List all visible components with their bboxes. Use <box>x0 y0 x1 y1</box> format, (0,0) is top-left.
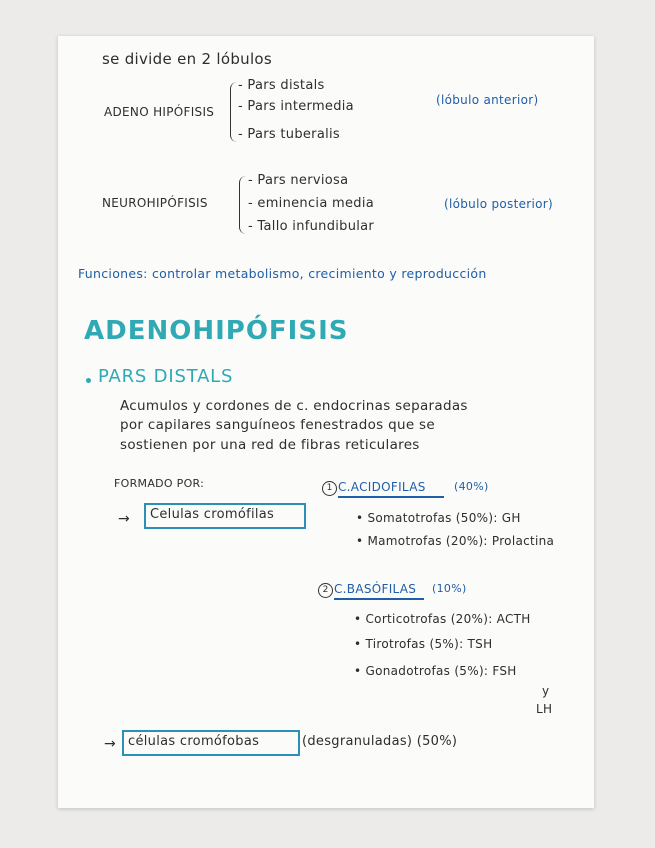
cromofobas-label: células cromófobas <box>128 734 260 749</box>
subsection-title: PARS DISTALS <box>98 366 234 387</box>
neuro-brace <box>239 176 246 234</box>
neuro-label: NEUROHIPÓFISIS <box>102 196 208 210</box>
acidofilas-pct: (40%) <box>454 480 489 493</box>
acidofilas-item: Mamotrofas (20%): Prolactina <box>367 534 555 548</box>
cromofobas-note: (desgranuladas) (50%) <box>302 734 458 749</box>
adeno-item: - Pars tuberalis <box>238 127 340 142</box>
acidofilas-underline <box>338 496 444 498</box>
basofilas-extra: LH <box>536 702 553 716</box>
adeno-item: - Pars intermedia <box>238 99 354 114</box>
neuro-note: (lóbulo posterior) <box>444 197 553 211</box>
description-line: por capilares sanguíneos fenestrados que se <box>120 417 435 433</box>
basofilas-underline <box>334 598 424 600</box>
arrow-icon: → <box>104 736 117 752</box>
functions-text: Funciones: controlar metabolismo, crecimiento y reproducción <box>78 266 487 281</box>
basofilas-item: Gonadotrofas (5%): FSH <box>365 664 517 678</box>
basofilas-extra: y <box>542 684 550 698</box>
arrow-icon: → <box>118 511 131 527</box>
basofilas-pct: (10%) <box>432 582 467 595</box>
basofilas-item: Tirotrofas (5%): TSH <box>365 637 493 651</box>
adeno-item: - Pars distals <box>238 78 325 93</box>
basofilas-item: Corticotrofas (20%): ACTH <box>365 612 531 626</box>
neuro-item: - Tallo infundibular <box>248 219 375 234</box>
number-circle: 2 <box>318 583 333 598</box>
formado-label: FORMADO POR: <box>114 477 205 490</box>
intro-text: se divide en 2 lóbulos <box>102 50 273 68</box>
description-line: sostienen por una red de fibras reticulares <box>120 437 420 453</box>
number-circle: 1 <box>322 481 337 496</box>
neuro-item: - eminencia media <box>248 196 375 211</box>
adeno-brace <box>230 82 237 142</box>
notebook-page: se divide en 2 lóbulos ADENO HIPÓFISIS - Pars distals - Pars intermedia - Pars tuberalis (lóbulo anterior) NEUROHIPÓFISIS - Pars nerviosa - eminencia media - Tallo infundibular (lóbulo posterior) Funciones: controlar metabolismo, crecimiento y reproducción ADENOHIPÓFISIS PARS DISTALS Acumulos y cordones de c. endocrinas separadas por capilares sanguíneos fenestrados que se sostienen por una red de fibras reticulares FORMADO POR: → Celulas cromófilas 1 C.ACIDOFILAS (40%) • Somatotrofas (50%): GH • Mamotrofas (20%): Prolactina 2 C.BASÓFILAS (10%) • Corticotrofas (20%): ACTH • Tirotrofas (5%): TSH • Gonadotrofas (5%): FSH y LH → células cromófobas (desgranuladas) (50%) <box>58 36 594 808</box>
section-title: ADENOHIPÓFISIS <box>84 316 349 346</box>
acidofilas-item: Somatotrofas (50%): GH <box>367 511 521 525</box>
adeno-label: ADENO HIPÓFISIS <box>104 105 215 119</box>
basofilas-title: C.BASÓFILAS <box>334 582 417 596</box>
neuro-item: - Pars nerviosa <box>248 173 349 188</box>
acidofilas-title: C.ACIDOFILAS <box>338 480 426 494</box>
cromofilas-label: Celulas cromófilas <box>150 507 275 522</box>
bullet-dot <box>86 378 91 383</box>
adeno-note: (lóbulo anterior) <box>436 93 539 107</box>
description-line: Acumulos y cordones de c. endocrinas separadas <box>120 398 468 414</box>
